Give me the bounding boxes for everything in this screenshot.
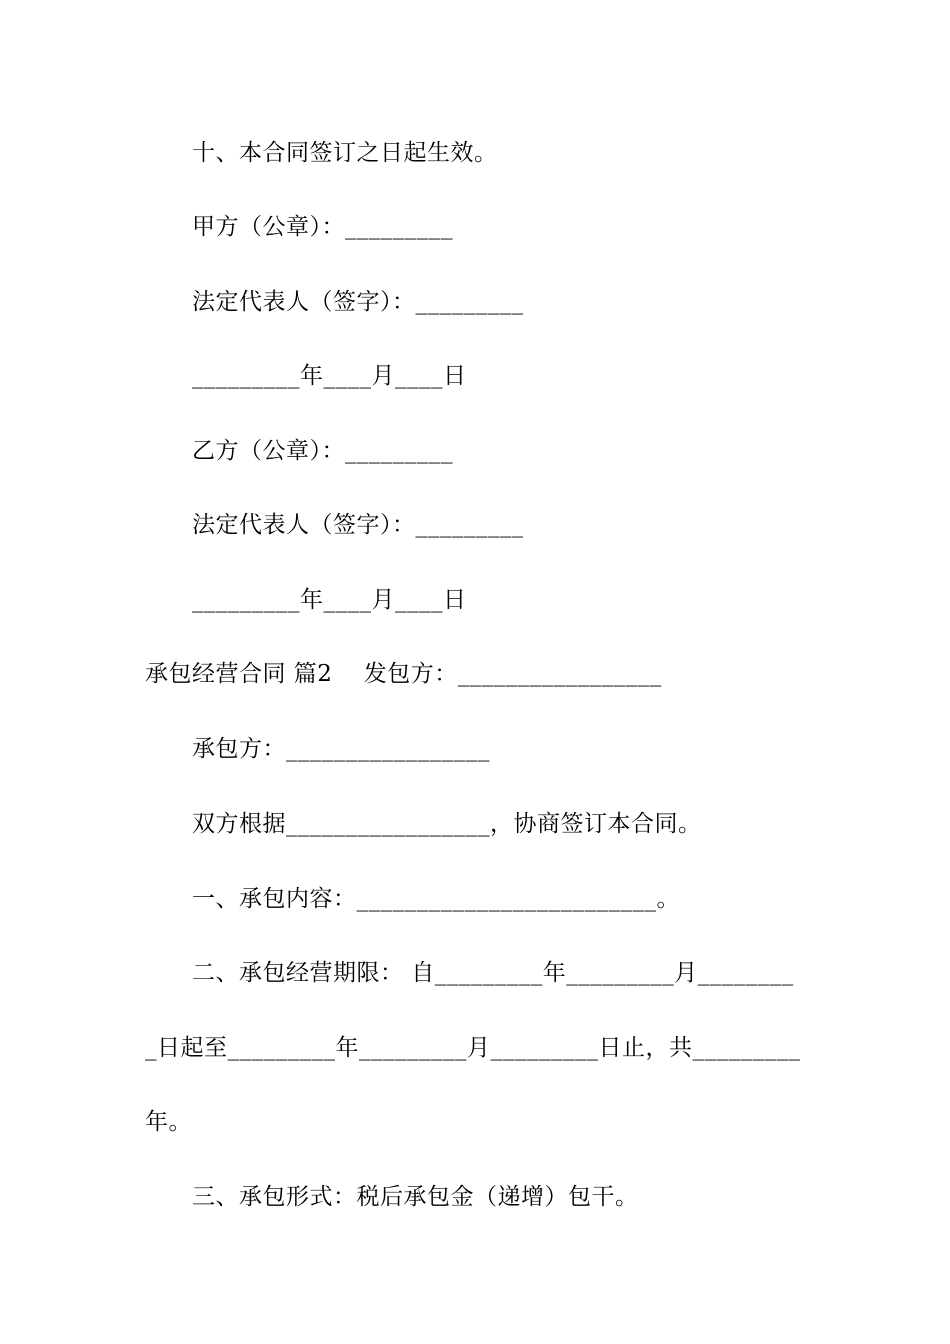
clause-two-continued: _日起至_________年_________月_________日止，共_________ <box>145 1035 801 1061</box>
clause-three: 三、承包形式：税后承包金（递增）包干。 <box>192 1184 639 1210</box>
clause-one: 一、承包内容：_________________________。 <box>192 886 680 912</box>
party-b-seal: 乙方（公章）：_________ <box>192 438 453 464</box>
clause-two-end: 年。 <box>145 1109 192 1135</box>
contractee-line: 承包方：_________________ <box>192 736 490 762</box>
clause-two: 二、承包经营期限： 自_________年_________月________ <box>192 960 794 986</box>
party-a-representative: 法定代表人（签字）：_________ <box>192 289 524 315</box>
party-a-date: _________年____月____日 <box>192 363 467 389</box>
party-a-seal: 甲方（公章）：_________ <box>192 214 453 240</box>
party-b-representative: 法定代表人（签字）：_________ <box>192 512 524 538</box>
party-b-date: _________年____月____日 <box>192 587 467 613</box>
basis-line: 双方根据_________________，协商签订本合同。 <box>192 811 702 837</box>
contract-heading-and-contractor: 承包经营合同 篇2 发包方：_________________ <box>145 661 662 687</box>
clause-ten: 十、本合同签订之日起生效。 <box>192 140 498 166</box>
